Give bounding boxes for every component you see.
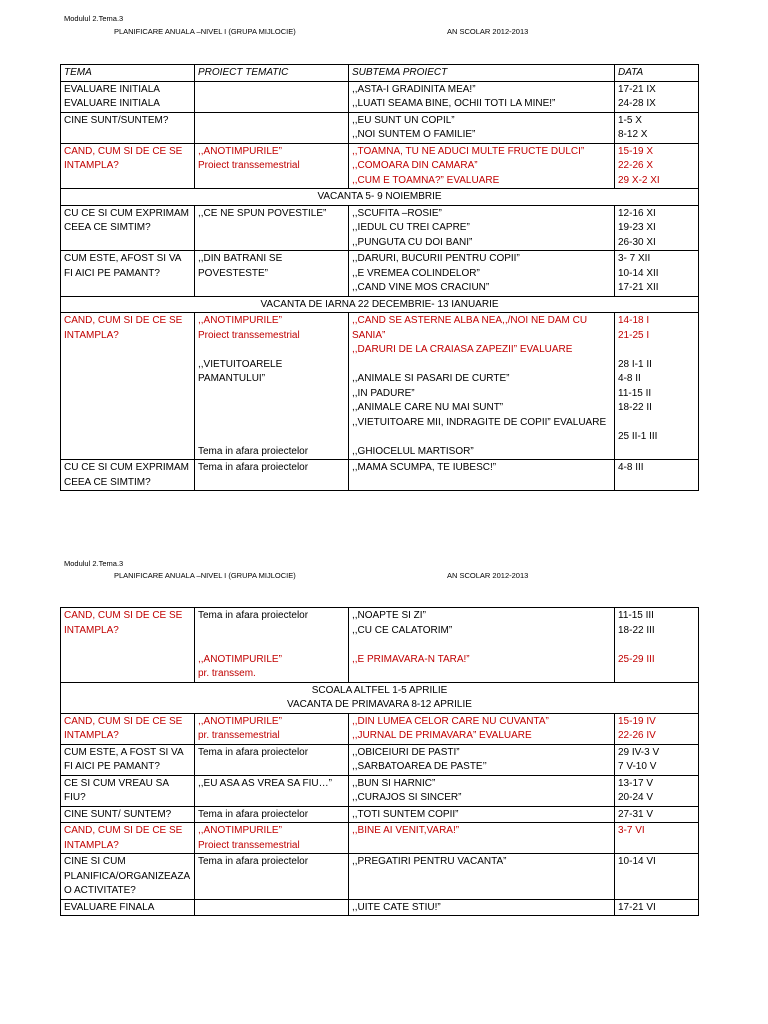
tema-cell (61, 143, 195, 189)
data-cell (615, 854, 699, 900)
data-line: 26-30 XI (618, 236, 656, 248)
vacation-row (61, 296, 699, 313)
proiect-line: ,,EU ASA AS VREA SA FIU…” (198, 777, 332, 789)
subtema-cell (349, 744, 615, 775)
proiect-cell (195, 251, 349, 297)
tema-cell (61, 608, 195, 683)
subtema-line: ,,UITE CATE STIU!” (352, 901, 441, 913)
tema-line: CUM ESTE, AFOST SI VA (64, 253, 182, 264)
data-line: 11-15 III (618, 610, 654, 621)
subtema-line: ,,GHIOCELUL MARTISOR” (352, 445, 474, 457)
table-row (61, 251, 699, 297)
subtema-line: ,,CU CE CALATORIM” (352, 624, 453, 636)
subtema-cell (349, 205, 615, 251)
data-line: 20-24 V (618, 792, 654, 803)
data-line: 7 V-10 V (618, 761, 657, 772)
tema-line: INTAMPLA? (64, 160, 119, 171)
table-row (61, 313, 699, 460)
tema-cell (61, 775, 195, 806)
tema-cell (61, 823, 195, 854)
data-line: 1-5 X (618, 114, 642, 126)
data-line: 3-7 VI (618, 825, 645, 836)
proiect-cell (195, 608, 349, 683)
tema-line: CEEA CE SIMTIM? (64, 476, 151, 488)
tema-line: CAND, CUM SI DE CE SE (64, 715, 183, 727)
subtema-line: ,,CUM E TOAMNA?” EVALUARE (352, 174, 500, 186)
data-line: 13-17 V (618, 777, 654, 789)
data-cell (615, 713, 699, 744)
data-line: 18-22 II (618, 402, 652, 413)
data-line: 21-25 I (618, 329, 650, 341)
proiect-line: ,,ANOTIMPURILE” (198, 715, 282, 727)
tema-line: PLANIFICA/ORGANIZEAZA (64, 870, 191, 882)
column-header-subtema: SUBTEMA PROIECT (349, 65, 615, 82)
vacation-row (61, 682, 699, 713)
data-line: 3- 7 XII (618, 253, 651, 264)
column-header-proiect: PROIECT TEMATIC (195, 65, 349, 82)
proiect-line: PAMANTULUI” (198, 373, 266, 384)
subtema-line: ,,DIN LUMEA CELOR CARE NU CUVANTA” (352, 715, 549, 727)
proiect-cell (195, 713, 349, 744)
tema-line: CAND, CUM SI DE CE SE (64, 825, 183, 836)
subtema-line: ,,VIETUITOARE MII, INDRAGITE DE COPII” EVALUARE (352, 416, 607, 428)
data-line: 18-22 III (618, 624, 655, 636)
vacation-cell: VACANTA 5- 9 NOIEMBRIE (61, 189, 699, 206)
tema-cell (61, 112, 195, 143)
subtema-line: ,,TOTI SUNTEM COPII” (352, 808, 459, 820)
table-row (61, 823, 699, 854)
table-row (61, 81, 699, 112)
subtema-cell (349, 313, 615, 460)
tema-line: INTAMPLA? (64, 730, 119, 741)
module-label: Modulul 2.Tema.3 (64, 14, 124, 23)
data-line: 27-31 V (618, 808, 654, 820)
table-row (61, 775, 699, 806)
data-line: 17-21 XII (618, 282, 659, 293)
subtema-line: ,,PUNGUTA CU DOI BANI” (352, 236, 473, 248)
tema-cell (61, 899, 195, 916)
table-row (61, 460, 699, 491)
tema-cell (61, 460, 195, 491)
proiect-cell (195, 823, 349, 854)
subtema-line: ,,SARBATOAREA DE PASTE’’ (352, 761, 487, 772)
data-line: 29 X-2 XI (618, 174, 660, 186)
proiect-line: Tema in afara proiectelor (198, 856, 309, 867)
tema-line: CAND, CUM SI DE CE SE (64, 315, 183, 326)
subtema-cell (349, 823, 615, 854)
tema-line: INTAMPLA? (64, 624, 119, 636)
data-line: 12-16 XI (618, 207, 656, 219)
subtema-line: ,,MAMA SCUMPA, TE IUBESC!” (352, 462, 497, 473)
tema-line: CINE SUNT/ SUNTEM? (64, 808, 172, 820)
tema-cell (61, 251, 195, 297)
data-line: 25-29 III (618, 653, 655, 665)
proiect-line: Proiect transsemestrial (198, 160, 300, 171)
proiect-cell (195, 806, 349, 823)
subtema-cell (349, 775, 615, 806)
subtema-line: ,,BUN SI HARNIC” (352, 777, 436, 789)
data-line: 24-28 IX (618, 98, 656, 109)
subtema-line: ,,JURNAL DE PRIMAVARA” EVALUARE (352, 730, 532, 741)
school-year: AN SCOLAR 2012-2013 (447, 571, 529, 580)
proiect-cell (195, 854, 349, 900)
data-cell (615, 806, 699, 823)
subtema-line: ,,E VREMEA COLINDELOR” (352, 267, 480, 279)
subtema-line: ,,PREGATIRI PENTRU VACANTA” (352, 856, 507, 867)
proiect-line: pr. transsemestrial (198, 730, 280, 741)
proiect-line: ,,ANOTIMPURILE” (198, 825, 282, 836)
proiect-line: ,,ANOTIMPURILE” (198, 653, 282, 665)
tema-cell (61, 313, 195, 460)
data-cell (615, 775, 699, 806)
data-cell (615, 744, 699, 775)
data-line: 4-8 II (618, 373, 641, 384)
tema-line: EVALUARE INITIALA (64, 98, 160, 109)
data-cell (615, 112, 699, 143)
column-header-tema: TEMA (61, 65, 195, 82)
subtema-cell (349, 460, 615, 491)
data-line: 29 IV-3 V (618, 746, 660, 758)
subtema-line: ,,CAND VINE MOS CRACIUN” (352, 282, 490, 293)
proiect-line: pr. transsem. (198, 668, 256, 679)
tema-line: CU CE SI CUM EXPRIMAM (64, 207, 190, 219)
table-row (61, 143, 699, 189)
data-line: 14-18 I (618, 315, 650, 326)
subtema-line: ,,ANIMALE SI PASARI DE CURTE” (352, 373, 510, 384)
data-line: 17-21 IX (618, 83, 656, 95)
subtema-line: ,,DARURI, BUCURII PENTRU COPII” (352, 253, 520, 264)
proiect-line: POVESTESTE” (198, 267, 269, 279)
tema-line: EVALUARE INITIALA (64, 83, 160, 95)
table-row (61, 899, 699, 916)
proiect-line: Proiect transsemestrial (198, 839, 300, 851)
proiect-line: ,,CE NE SPUN POVESTILE” (198, 207, 327, 219)
tema-line: CEEA CE SIMTIM? (64, 222, 151, 233)
subtema-line: ,,TOAMNA, TU NE ADUCI MULTE FRUCTE DULCI” (352, 145, 585, 157)
vacation-cell: VACANTA DE IARNA 22 DECEMBRIE- 13 IANUARIE (61, 296, 699, 313)
column-header-data: DATA (615, 65, 699, 82)
table-row (61, 713, 699, 744)
proiect-line: ,,ANOTIMPURILE” (198, 315, 282, 326)
tema-line: O ACTIVITATE? (64, 885, 136, 896)
subtema-cell (349, 899, 615, 916)
proiect-cell (195, 313, 349, 460)
proiect-line: Tema in afara proiectelor (198, 610, 309, 621)
data-cell (615, 823, 699, 854)
subtema-line: ,,SCUFITA –ROSIE” (352, 207, 442, 219)
vacation-row (61, 189, 699, 206)
proiect-line: Proiect transsemestrial (198, 329, 300, 341)
subtema-line: ,,IN PADURE” (352, 387, 415, 399)
vacation-cell (61, 682, 699, 713)
tema-line: FI AICI PE PAMANT? (64, 267, 160, 279)
proiect-cell (195, 81, 349, 112)
proiect-line: ,,DIN BATRANI SE (198, 253, 283, 264)
proiect-cell (195, 460, 349, 491)
tema-line: CU CE SI CUM EXPRIMAM (64, 462, 190, 473)
subtema-cell (349, 713, 615, 744)
subtema-line: ,,COMOARA DIN CAMARA” (352, 160, 478, 171)
tema-line: CAND, CUM SI DE CE SE (64, 610, 183, 621)
data-cell (615, 313, 699, 460)
data-line: 15-19 IV (618, 715, 656, 727)
proiect-cell (195, 205, 349, 251)
tema-cell (61, 205, 195, 251)
data-line: 28 I-1 II (618, 358, 652, 370)
table-row (61, 806, 699, 823)
subtema-cell (349, 112, 615, 143)
data-line: 4-8 III (618, 462, 644, 473)
proiect-line: Tema in afara proiectelor (198, 462, 309, 473)
data-line: 15-19 X (618, 145, 654, 157)
module-label: Modulul 2.Tema.3 (64, 559, 124, 568)
data-line: 10-14 VI (618, 856, 656, 867)
tema-line: CINE SUNT/SUNTEM? (64, 114, 169, 126)
tema-line: EVALUARE FINALA (64, 901, 155, 913)
tema-line: CINE SI CUM (64, 856, 126, 867)
tema-cell (61, 713, 195, 744)
tema-cell (61, 854, 195, 900)
tema-line: FI AICI PE PAMANT? (64, 761, 160, 772)
tema-line: CE SI CUM VREAU SA (64, 777, 170, 789)
document-title: PLANIFICARE ANUALA –NIVEL I (GRUPA MIJLOCIE) (114, 571, 296, 580)
subtema-line: ,,ANIMALE CARE NU MAI SUNT” (352, 402, 504, 413)
subtema-cell (349, 143, 615, 189)
data-cell (615, 205, 699, 251)
proiect-line: Tema in afara proiectelor (198, 808, 309, 820)
tema-line: INTAMPLA? (64, 839, 119, 851)
data-cell (615, 81, 699, 112)
data-line: 11-15 II (618, 387, 652, 399)
data-line: 22-26 X (618, 160, 654, 171)
school-year: AN SCOLAR 2012-2013 (447, 27, 529, 36)
data-cell (615, 899, 699, 916)
data-line: 17-21 VI (618, 901, 656, 913)
table-row (61, 854, 699, 900)
subtema-line: ,,CAND SE ASTERNE ALBA NEA,,/NOI NE DAM CU (352, 315, 588, 326)
subtema-cell (349, 81, 615, 112)
proiect-line: ,,VIETUITOARELE (198, 358, 283, 370)
proiect-line: Tema in afara proiectelor (198, 445, 309, 457)
proiect-cell (195, 744, 349, 775)
subtema-cell (349, 854, 615, 900)
data-line: 8-12 X (618, 129, 648, 140)
proiect-cell (195, 143, 349, 189)
tema-cell (61, 81, 195, 112)
subtema-line: ,,NOI SUNTEM O FAMILIE” (352, 129, 476, 140)
subtema-line: ,,LUATI SEAMA BINE, OCHII TOTI LA MINE!” (352, 98, 556, 109)
subtema-line: ,,BINE AI VENIT,VARA!” (352, 825, 460, 836)
tema-line: INTAMPLA? (64, 329, 119, 341)
subtema-cell (349, 806, 615, 823)
document-title: PLANIFICARE ANUALA –NIVEL I (GRUPA MIJLOCIE) (114, 27, 296, 36)
tema-cell (61, 744, 195, 775)
proiect-line: ,,ANOTIMPURILE” (198, 145, 282, 157)
data-cell (615, 251, 699, 297)
table-header-row (61, 65, 699, 82)
table-row (61, 112, 699, 143)
subtema-line: ,,IEDUL CU TREI CAPRE” (352, 222, 470, 233)
table-row (61, 205, 699, 251)
tema-cell (61, 806, 195, 823)
tema-line: CUM ESTE, A FOST SI VA (64, 746, 184, 758)
data-line: 10-14 XII (618, 267, 659, 279)
data-cell (615, 608, 699, 683)
subtema-line: ,,E PRIMAVARA-N TARA!” (352, 653, 470, 665)
data-cell (615, 143, 699, 189)
proiect-cell (195, 899, 349, 916)
subtema-line: ,,CURAJOS SI SINCER” (352, 792, 462, 803)
planning-table-page1 (60, 64, 699, 491)
subtema-line: ,,DARURI DE LA CRAIASA ZAPEZII” EVALUARE (352, 344, 573, 355)
subtema-line: ,,ASTA-I GRADINITA MEA!” (352, 83, 476, 95)
proiect-cell (195, 112, 349, 143)
planning-table-page2 (60, 607, 699, 916)
proiect-cell (195, 775, 349, 806)
data-line: 25 II-1 III (618, 431, 658, 442)
data-line: 22-26 IV (618, 730, 656, 741)
data-line: 19-23 XI (618, 222, 656, 233)
subtema-line: ,,OBICEIURI DE PASTI” (352, 746, 460, 758)
vacation-line: SCOALA ALTFEL 1-5 APRILIE (311, 684, 448, 696)
subtema-line: SANIA” (352, 329, 386, 341)
tema-line: FIU? (64, 792, 86, 803)
data-cell (615, 460, 699, 491)
tema-line: CAND, CUM SI DE CE SE (64, 145, 183, 157)
subtema-line: ,,EU SUNT UN COPIL” (352, 114, 455, 126)
table-row (61, 608, 699, 683)
table-row (61, 744, 699, 775)
subtema-line: ,,NOAPTE SI ZI” (352, 610, 426, 621)
vacation-line: VACANTA DE PRIMAVARA 8-12 APRILIE (287, 699, 472, 710)
subtema-cell (349, 251, 615, 297)
subtema-cell (349, 608, 615, 683)
proiect-line: Tema in afara proiectelor (198, 746, 309, 758)
